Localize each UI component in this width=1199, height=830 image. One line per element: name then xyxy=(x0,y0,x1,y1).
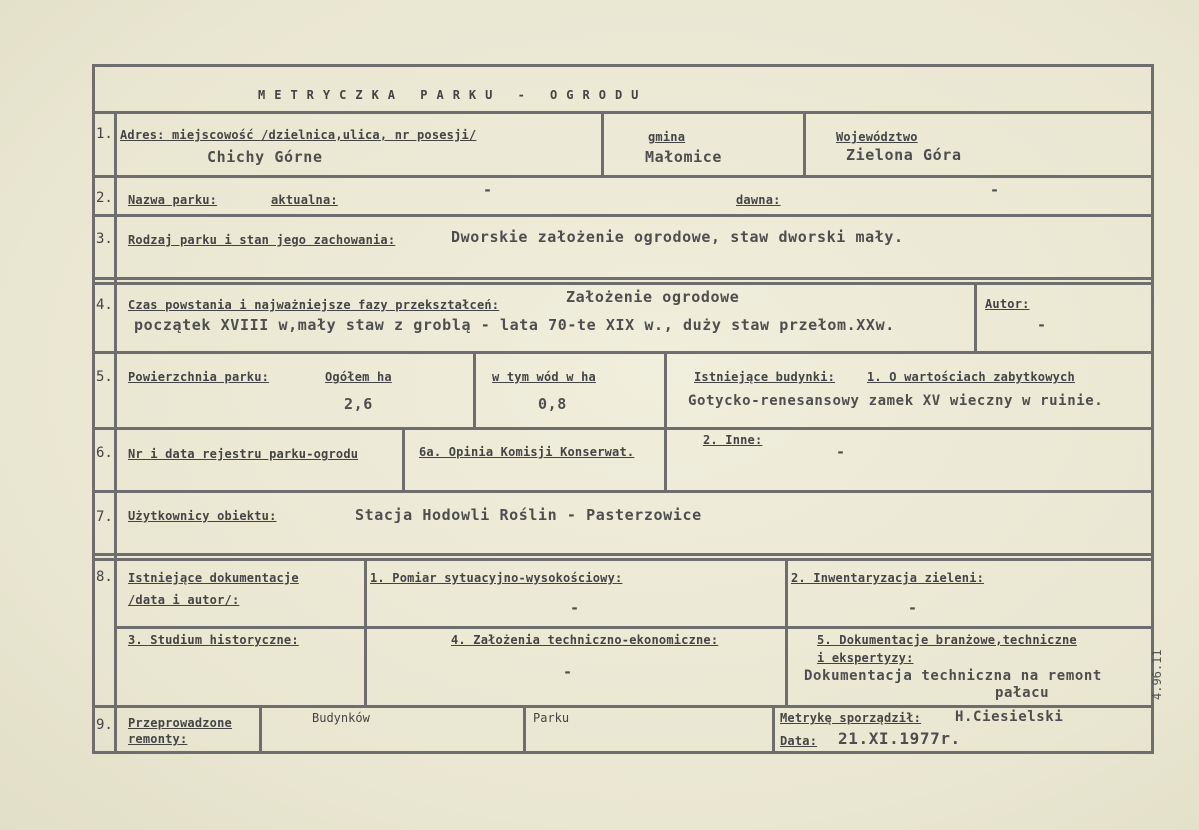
row-number: 3. xyxy=(96,231,113,247)
water-area-label: w tym wód w ha xyxy=(492,370,596,384)
documentation-label-line-2: /data i autor/: xyxy=(128,593,240,607)
other-buildings-label: 2. Inne: xyxy=(703,433,763,447)
rule xyxy=(92,64,1154,67)
gmina-label: gmina xyxy=(648,130,686,144)
row-number: 7. xyxy=(96,509,113,525)
phases-value-line-2: początek XVIII w,mały staw z groblą - lata 70-te XIX w., duży staw przełom.XXw. xyxy=(134,316,895,334)
gmina-value: Małomice xyxy=(645,148,723,166)
rule xyxy=(92,705,1154,708)
row-number: 1. xyxy=(96,126,113,142)
former-name-value: - xyxy=(990,181,1000,199)
rule xyxy=(92,277,1154,280)
rule xyxy=(92,490,1154,493)
water-area-value: 0,8 xyxy=(538,395,567,413)
row-number: 4. xyxy=(96,297,113,313)
rule xyxy=(259,705,262,754)
buildings-value: Gotycko-renesansowy zamek XV wieczny w ruinie. xyxy=(688,393,1104,409)
author-value: - xyxy=(1037,316,1047,334)
address-label: Adres: miejscowość /dzielnica,ulica, nr posesji/ xyxy=(120,128,477,142)
rule xyxy=(92,214,1154,217)
rule xyxy=(402,427,405,493)
park-type-value: Dworskie założenie ogrodowe, staw dworski mały. xyxy=(451,228,904,246)
branch-docs-label-line-2: i ekspertyzy: xyxy=(817,651,914,665)
branch-docs-value-line-2: pałacu xyxy=(995,685,1050,701)
conservator-opinion-label: 6a. Opinia Komisji Konserwat. xyxy=(419,445,635,459)
historic-buildings-label: 1. O wartościach zabytkowych xyxy=(867,370,1075,384)
registry-label: Nr i data rejestru parku-ogrodu xyxy=(128,447,359,461)
users-label: Użytkownicy obiektu: xyxy=(128,509,277,523)
document-title: METRYCZKA PARKU - OGRODU xyxy=(258,88,648,102)
total-area-value: 2,6 xyxy=(344,395,373,413)
current-name-value: - xyxy=(483,181,493,199)
rule xyxy=(664,351,667,493)
date-value: 21.XI.1977r. xyxy=(838,729,961,748)
handwritten-side-note: 4.96.11 xyxy=(1150,649,1164,700)
other-buildings-value: - xyxy=(836,443,846,461)
row-number: 9. xyxy=(96,717,113,733)
rule xyxy=(115,626,1154,629)
park-name-label: Nazwa parku: xyxy=(128,193,218,207)
current-name-label: aktualna: xyxy=(271,193,338,207)
rule xyxy=(523,705,526,754)
area-label: Powierzchnia parku: xyxy=(128,370,270,384)
prepared-by-value: H.Ciesielski xyxy=(955,709,1064,725)
rule xyxy=(114,111,117,754)
rule xyxy=(601,111,604,178)
row-number: 2. xyxy=(96,190,113,206)
buildings-column-label: Budynków xyxy=(312,711,370,725)
rule xyxy=(92,175,1154,178)
history-study-label: 3. Studium historyczne: xyxy=(128,633,299,647)
phases-value-line-1: Założenie ogrodowe xyxy=(566,288,740,306)
rule xyxy=(803,111,806,178)
repairs-label: Przeprowadzone xyxy=(128,716,232,730)
rule xyxy=(92,282,1154,285)
survey-value: - xyxy=(570,599,580,617)
rule xyxy=(473,351,476,430)
row-number: 6. xyxy=(96,445,113,461)
rule xyxy=(92,64,95,754)
buildings-label: Istniejące budynki: xyxy=(694,370,836,384)
rule xyxy=(92,751,1154,754)
total-area-label: Ogółem ha xyxy=(325,370,392,384)
park-column-label: Parku xyxy=(533,711,570,725)
author-label: Autor: xyxy=(985,297,1030,311)
voivodeship-label: Województwo xyxy=(836,130,918,144)
rule xyxy=(92,111,1154,114)
rule xyxy=(92,351,1154,354)
prepared-by-label: Metrykę sporządził: xyxy=(780,711,922,725)
rule xyxy=(92,558,1154,561)
branch-docs-value: Dokumentacja techniczna na remont xyxy=(804,668,1102,684)
technical-assumptions-label: 4. Założenia techniczno-ekonomiczne: xyxy=(451,633,719,647)
rule xyxy=(364,558,367,708)
rule xyxy=(785,558,788,708)
rule xyxy=(92,553,1154,556)
former-name-label: dawna: xyxy=(736,193,781,207)
row-number: 8. xyxy=(96,569,113,585)
address-value: Chichy Górne xyxy=(207,148,323,166)
phases-label: Czas powstania i najważniejsze fazy przekształceń: xyxy=(128,298,500,312)
rule xyxy=(92,427,1154,430)
park-type-label: Rodzaj parku i stan jego zachowania: xyxy=(128,233,396,247)
inventory-label: 2. Inwentaryzacja zieleni: xyxy=(791,571,985,585)
date-label: Data: xyxy=(780,734,818,748)
documentation-label: Istniejące dokumentacje xyxy=(128,571,299,585)
users-value: Stacja Hodowli Roślin - Pasterzowice xyxy=(355,506,702,524)
repairs-label-line-2: remonty: xyxy=(128,732,188,746)
inventory-value: - xyxy=(908,599,918,617)
rule xyxy=(772,705,775,754)
row-number: 5. xyxy=(96,369,113,385)
survey-label: 1. Pomiar sytuacyjno-wysokościowy: xyxy=(370,571,623,585)
technical-assumptions-value: - xyxy=(563,663,573,681)
voivodeship-value: Zielona Góra xyxy=(846,146,962,164)
branch-docs-label: 5. Dokumentacje branżowe,techniczne xyxy=(817,633,1077,647)
rule xyxy=(974,282,977,354)
